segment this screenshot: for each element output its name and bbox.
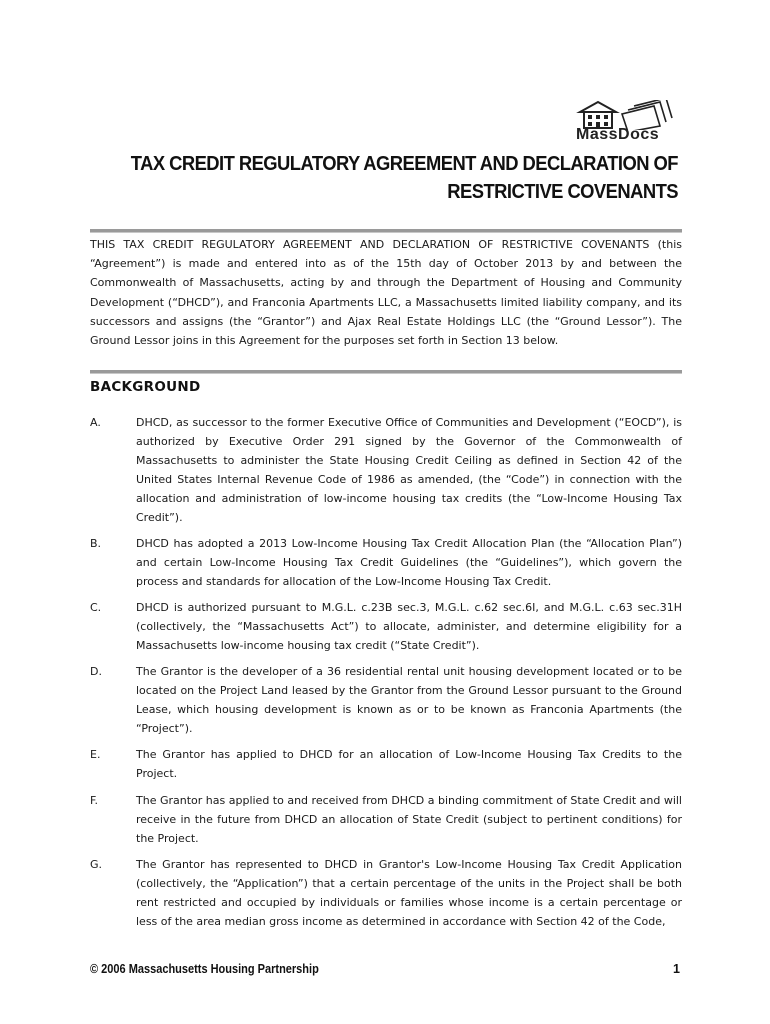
recital-letter: C.: [90, 601, 102, 614]
recital-item: [90, 414, 682, 527]
section-divider: [90, 370, 682, 374]
recital-text: DHCD is authorized pursuant to M.G.L. c.23B sec.3, M.G.L. c.62 sec.6I, and M.G.L. c.63 sec.31H (collectively, the “Massachusetts Act”) to allocate, administer, and determine eligibility for a Massachusetts low-income housing tax credit (“State Credit”).: [136, 601, 682, 652]
title-divider: [90, 229, 682, 233]
document-title: [126, 150, 678, 206]
title-line-1: TAX CREDIT REGULATORY AGREEMENT AND DECLARATION OF: [130, 153, 678, 175]
recital-letter: E.: [90, 748, 101, 761]
title-line-2: RESTRICTIVE COVENANTS: [447, 181, 678, 203]
recital-item: [90, 856, 682, 932]
recital-letter: G.: [90, 858, 103, 871]
recital-letter: D.: [90, 665, 102, 678]
recital-item: [90, 792, 682, 849]
recital-text: DHCD, as successor to the former Executive Office of Communities and Development (“EOCD”), is authorized by Executive Order 291 signed by the Governor of the Commonwealth of Massachusetts to administer the State Housing Credit Ceiling as defined in Section 42 of the United States Internal Revenue Code of 1986 as amended, (the “Code”) in connection with the allocation and administration of low-income housing tax credits (the “Low-Income Housing Tax Credit”).: [136, 416, 682, 524]
section-heading-background: BACKGROUND: [90, 379, 201, 395]
recital-letter: A.: [90, 416, 101, 429]
recital-text: The Grantor has represented to DHCD in Grantor's Low-Income Housing Tax Credit Application (collectively, the “Application”) that a certain percentage of the units in the Project shall be both rent restricted and occupied by individuals or families whose income is a certain percentage or less of the area median gross income as determined in accordance with Section 42 of the Code,: [136, 858, 682, 928]
recital-letter: F.: [90, 794, 99, 807]
recital-item: [90, 663, 682, 739]
recital-text: The Grantor has applied to DHCD for an allocation of Low-Income Housing Tax Credits to the Project.: [136, 748, 682, 780]
recital-item: [90, 746, 682, 784]
footer-copyright: © 2006 Massachusetts Housing Partnership: [90, 962, 319, 976]
recital-letter: B.: [90, 537, 102, 550]
recital-text: The Grantor is the developer of a 36 residential rental unit housing development located or to be located on the Project Land leased by the Grantor from the Ground Lessor pursuant to the Ground Lease, which housing development is known as or to be known as Franconia Apartments (the “Project”).: [136, 665, 682, 735]
recital-text: The Grantor has applied to and received from DHCD a binding commitment of State Credit and will receive in the future from DHCD an allocation of State Credit (subject to pertinent conditions) for the Project.: [136, 794, 682, 845]
recital-item: [90, 599, 682, 656]
recital-item: [90, 535, 682, 592]
intro-paragraph: THIS TAX CREDIT REGULATORY AGREEMENT AND DECLARATION OF RESTRICTIVE COVENANTS (this “Agreement”) is made and entered into as of the 15th day of October 2013 by and between the Commonwealth of Massachusetts, acting by and through the Department of Housing and Community Development (“DHCD”), and Franconia Apartments LLC, a Massachusetts limited liability company, and its successors and assigns (the “Grantor”) and Ajax Real Estate Holdings LLC (the “Ground Lessor”). The Ground Lessor joins in this Agreement for the purposes set forth in Section 13 below.: [90, 238, 682, 348]
page-number: 1: [673, 962, 680, 976]
logo-wordmark: MassDocs: [576, 126, 660, 143]
massdocs-logo: [576, 100, 686, 148]
recital-text: DHCD has adopted a 2013 Low-Income Housing Tax Credit Allocation Plan (the “Allocation Plan”) and certain Low-Income Housing Tax Credit Guidelines (the “Guidelines”), which govern the process and standards for allocation of the Low-Income Housing Tax Credit.: [136, 537, 682, 588]
